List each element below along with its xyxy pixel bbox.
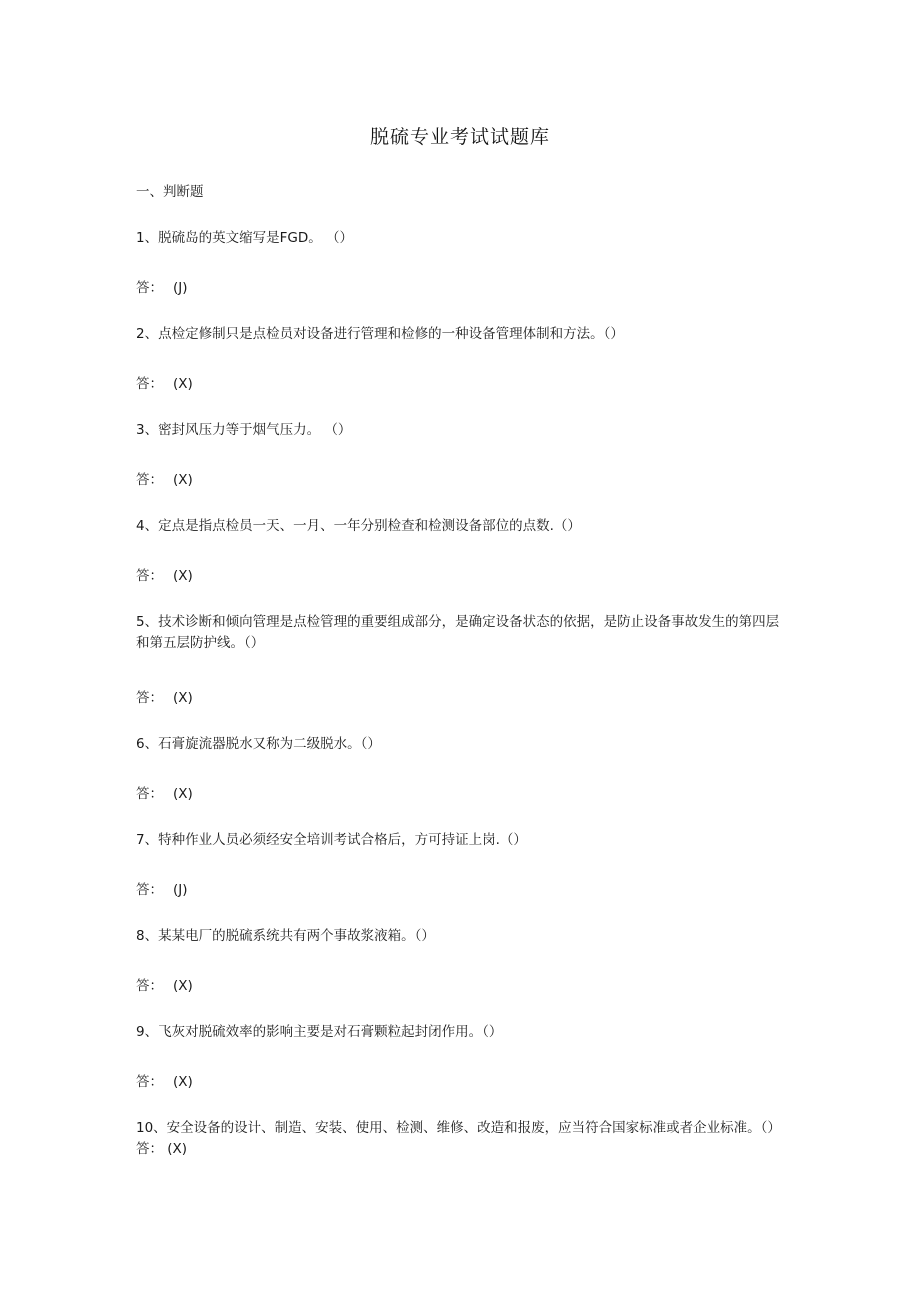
answer-9 [136, 1072, 193, 1092]
question-8: 8、某某电厂的脱硫系统共有两个事故浆液箱。（） [136, 928, 435, 944]
answer-6 [136, 784, 193, 804]
answer-value: (X) [173, 690, 193, 706]
question-2: 2、点检定修制只是点检员对设备进行管理和检修的一种设备管理体制和方法。（） [136, 326, 624, 342]
answer-value: (X) [173, 568, 193, 584]
answer-label: 答： [136, 882, 163, 898]
answer-label: 答： [136, 786, 163, 802]
answer-label: 答： [136, 472, 163, 488]
answer-label: 答： [136, 568, 163, 584]
answer-label: 答： [136, 376, 163, 392]
question-4: 4、定点是指点检员一天、一月、一年分别检查和检测设备部位的点数.（） [136, 518, 581, 534]
answer-value: (J) [173, 882, 188, 898]
question-3: 3、密封风压力等于烟气压力。 （） [136, 422, 352, 438]
answer-7 [136, 880, 188, 900]
answer-label: 答： [136, 280, 163, 296]
question-1: 1、脱硫岛的英文缩写是FGD。 （） [136, 230, 354, 246]
question-5: 5、技术诊断和倾向管理是点检管理的重要组成部分，是确定设备状态的依据，是防止设备事故发生的第四层和第五层防护线。（） [136, 614, 780, 651]
answer-value: (X) [173, 978, 193, 994]
answer-value: (X) [173, 1074, 193, 1090]
answer-1 [136, 278, 188, 298]
question-6: 6、石膏旋流器脱水又称为二级脱水。（） [136, 736, 381, 752]
answer-5 [136, 688, 193, 708]
answer-value: (X) [173, 376, 193, 392]
answer-label: 答： [136, 978, 163, 994]
answer-8 [136, 976, 193, 996]
answer-value: (X) [173, 786, 193, 802]
question-9: 9、飞灰对脱硫效率的影响主要是对石膏颗粒起封闭作用。（） [136, 1024, 503, 1040]
answer-2 [136, 374, 193, 394]
answer-4 [136, 566, 193, 586]
document-title: 脱硫专业考试试题库 [369, 126, 550, 148]
answer-label: 答： [136, 1074, 163, 1090]
answer-value: (J) [173, 280, 188, 296]
question-7: 7、特种作业人员必须经安全培训考试合格后，方可持证上岗.（） [136, 832, 527, 848]
section-heading: 一、判断题 [136, 184, 204, 200]
question-10: 10、安全设备的设计、制造、安装、使用、检测、维修、改造和报废，应当符合国家标准或者企业标准。（）答： (X) [136, 1120, 781, 1157]
answer-label: 答： [136, 690, 163, 706]
answer-value: (X) [173, 472, 193, 488]
answer-3 [136, 470, 193, 490]
